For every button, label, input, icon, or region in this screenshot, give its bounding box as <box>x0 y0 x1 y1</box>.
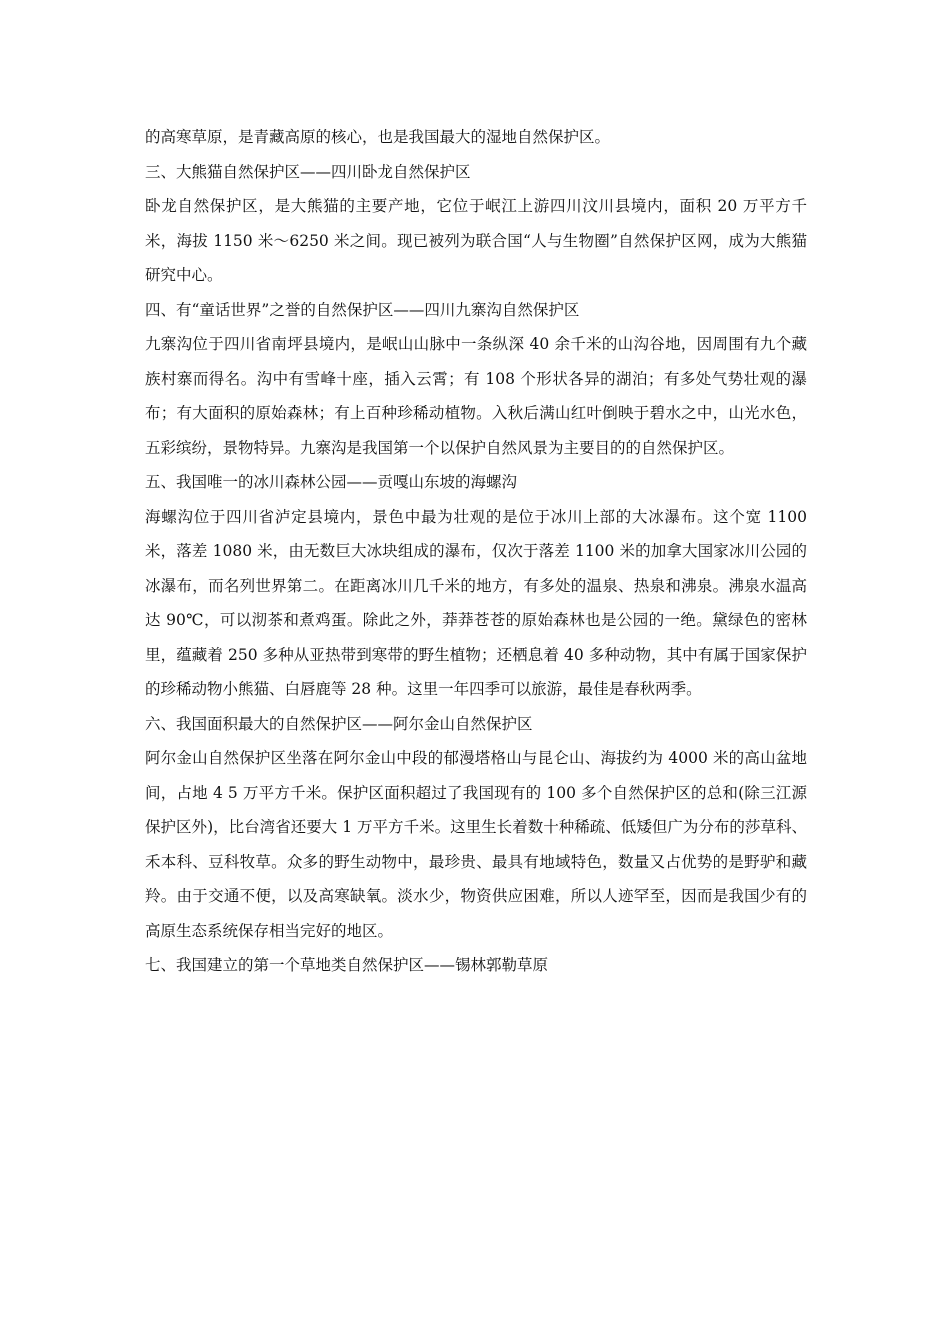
heading-wolong: 三、大熊猫自然保护区——四川卧龙自然保护区 <box>145 162 471 181</box>
paragraph-aerjinshan: 阿尔金山自然保护区坐落在阿尔金山中段的郁漫塔格山与昆仑山、海拔约为 4000 米的高山盆地间，占地 4 5 万平方千米。保护区面积超过了我国现有的 100 多个自然保护区的总和(除三江源保护区外)，比台湾省还要大 1 万平方千米。这里生长着数十种稀疏、低矮但广为分布的莎草科、禾本科、豆科牧草。众多的野生动物中，最珍贵、最具有地域特色，数量又占优势的是野驴和藏羚。由于交通不便，以及高寒缺氧。淡水少，物资供应困难，所以人迹罕至，因而是我国少有的高原生态系统保存相当完好的地区。 <box>145 749 807 940</box>
paragraph-hailuogou: 海螺沟位于四川省泸定县境内，景色中最为壮观的是位于冰川上部的大冰瀑布。这个宽 1100 米，落差 1080 米，由无数巨大冰块组成的瀑布，仅次于落差 1100 米的加拿大国家冰川公园的冰瀑布，而名列世界第二。在距离冰川几千米的地方，有多处的温泉、热泉和沸泉。沸泉水温高达 90℃，可以沏茶和煮鸡蛋。除此之外，莽莽苍苍的原始森林也是公园的一绝。黛绿色的密林里，蕴藏着 250 多种从亚热带到寒带的野生植物；还栖息着 40 多种动物，其中有属于国家保护的珍稀动物小熊猫、白唇鹿等 28 种。这里一年四季可以旅游，最佳是春秋两季。 <box>145 507 807 698</box>
heading-aerjinshan: 六、我国面积最大的自然保护区——阿尔金山自然保护区 <box>145 714 533 733</box>
paragraph-sanjiangyuan-end: 的高寒草原，是青藏高原的核心，也是我国最大的湿地自然保护区。 <box>145 128 611 146</box>
paragraph-wolong: 卧龙自然保护区，是大熊猫的主要产地，它位于岷江上游四川汶川县境内，面积 20 万平方千米，海拔 1150 米～6250 米之间。现已被列为联合国“人与生物圈”自然保护区网，成为大熊猫研究中心。 <box>145 197 807 284</box>
paragraph-jiuzhaigou: 九寨沟位于四川省南坪县境内，是岷山山脉中一条纵深 40 余千米的山沟谷地，因周围有九个藏族村寨而得名。沟中有雪峰十座，插入云霄；有 108 个形状各异的湖泊；有多处气势壮观的瀑布；有大面积的原始森林；有上百种珍稀动植物。入秋后满山红叶倒映于碧水之中，山光水色，五彩缤纷，景物特异。九寨沟是我国第一个以保护自然风景为主要目的的自然保护区。 <box>145 335 807 457</box>
document-body <box>145 120 807 983</box>
heading-xilinguole: 七、我国建立的第一个草地类自然保护区——锡林郭勒草原 <box>145 956 549 974</box>
heading-hailuogou: 五、我国唯一的冰川森林公园——贡嘎山东坡的海螺沟 <box>145 473 518 491</box>
heading-jiuzhaigou: 四、有“童话世界”之誉的自然保护区——四川九寨沟自然保护区 <box>145 300 580 319</box>
